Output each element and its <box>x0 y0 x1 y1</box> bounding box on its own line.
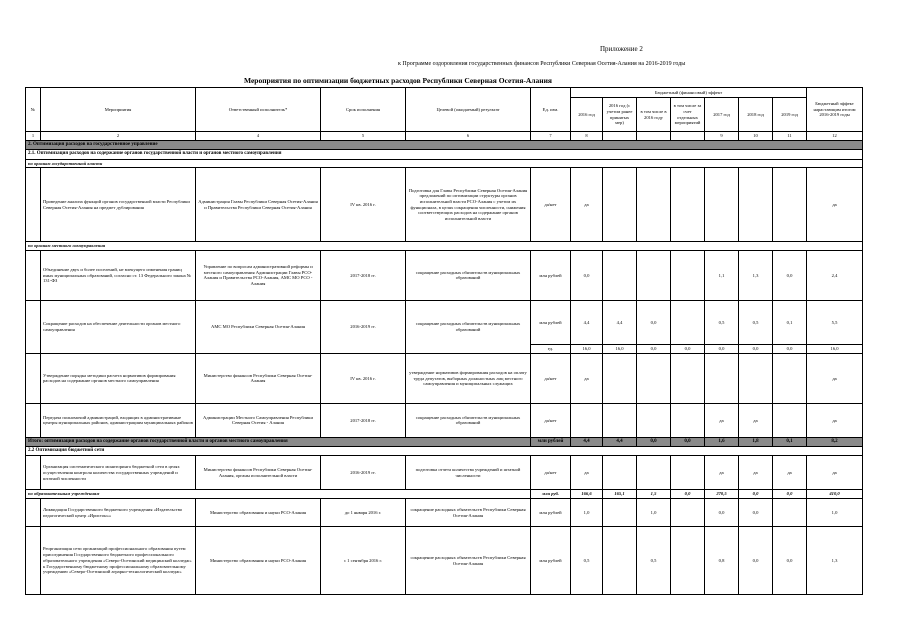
value-cell: 1,0 <box>637 499 671 527</box>
responsible-cell: Администрации Местного Самоуправления Республики Северная Осетия - Алания <box>196 403 321 437</box>
col-2019: 2019 год <box>773 98 807 132</box>
value-cell: 4,4 <box>603 437 637 446</box>
col-total: Бюджетный эффект нарастающим итогом 2016-2019 годы <box>807 88 863 132</box>
value-cell: 0,0 <box>571 250 603 300</box>
value-cell: 0,0 <box>773 344 807 353</box>
value-cell: 0,0 <box>671 490 705 499</box>
value-cell: да <box>571 168 603 242</box>
result-cell: сокращение расходных обязательств муниципальных образований <box>406 250 531 300</box>
value-cell: 1,0 <box>571 499 603 527</box>
unit-cell: млн рублей <box>531 250 571 300</box>
total-cell: да <box>807 403 863 437</box>
num-cell: 12 <box>807 132 863 141</box>
value-cell: да <box>739 456 773 490</box>
num-cell <box>603 132 637 141</box>
value-cell: 1,6 <box>705 437 739 446</box>
document-subtitle: к Программе оздоровления государственных финансов Республики Северная Осетия-Алания на 2016-2019 годы <box>398 61 686 67</box>
col-2016b: в том числе в 2016 году <box>637 98 671 132</box>
col-no: № <box>26 88 41 132</box>
total-cell: 1,3 <box>807 527 863 595</box>
table-row <box>26 527 863 595</box>
value-cell: 1,5 <box>637 490 671 499</box>
section-title: 2. Оптимизация расходов на государственное управление <box>26 141 863 150</box>
value-cell: 270,5 <box>705 490 739 499</box>
value-cell: да <box>571 456 603 490</box>
value-cell: 166,6 <box>571 490 603 499</box>
table-row <box>26 403 863 437</box>
value-cell: 0,8 <box>705 527 739 595</box>
value-cell: 0,0 <box>671 437 705 446</box>
section-row <box>26 141 863 150</box>
measure-cell: Сокращение расходов на обеспечение деятельности органов местного самоуправления <box>41 300 196 353</box>
measure-cell: Объединение двух и более поселений, не влекущего изменения границ иных муниципальных образований, согласно ст. 13 Федерального закона № 131-ФЗ <box>41 250 196 300</box>
value-cell: 4,4 <box>603 300 637 344</box>
col-2016a: 2016 год (с учетом ранее принятых мер) <box>603 98 637 132</box>
responsible-cell: Администрация Главы Республики Северная Осетия-Алания и Правительства Республики Северная Осетия-Алания <box>196 168 321 242</box>
num-cell: 2 <box>41 132 196 141</box>
total-cell: 1,0 <box>807 499 863 527</box>
header-row <box>26 88 863 98</box>
measures-table <box>25 87 863 595</box>
num-cell: 7 <box>531 132 571 141</box>
num-cell: 6 <box>406 132 531 141</box>
deadline-cell: до 1 января 2016 г. <box>321 499 406 527</box>
responsible-cell: Министерство образования и науки РСО-Алания <box>196 499 321 527</box>
table-row <box>26 300 863 344</box>
subsection-title: 2.2 Оптимизация бюджетной сети <box>26 447 863 456</box>
value-cell: 0,1 <box>773 300 807 344</box>
subsection-row <box>26 447 863 456</box>
value-cell: 16,0 <box>571 344 603 353</box>
result-cell: утверждение нормативов формирования расходов на оплату труда депутатов, выборных должностных лиц местного самоуправления и муниципальных служащих <box>406 353 531 403</box>
total-cell: 2,4 <box>807 250 863 300</box>
unit-cell: да/нет <box>531 353 571 403</box>
total-cell: да <box>807 168 863 242</box>
group-total-row <box>26 490 863 499</box>
responsible-cell: Министерство финансов Республики Северная Осетия-Алания, органы исполнительной власти <box>196 456 321 490</box>
responsible-cell: Министерство образования и науки РСО-Алания <box>196 527 321 595</box>
num-cell: 11 <box>773 132 807 141</box>
value-cell: 4,4 <box>571 437 603 446</box>
value-cell: 0,0 <box>739 344 773 353</box>
value-cell: 0,0 <box>705 499 739 527</box>
value-cell: 0,0 <box>739 490 773 499</box>
value-cell: 0,0 <box>637 437 671 446</box>
value-cell: 0,5 <box>571 527 603 595</box>
deadline-cell: IV кв. 2016 г. <box>321 353 406 403</box>
num-cell: 9 <box>705 132 739 141</box>
value-cell: 0,0 <box>773 250 807 300</box>
value-cell: 0,0 <box>773 490 807 499</box>
subsection-title: 2.1. Оптимизация расходов на содержание органов государственной власти и органов местного самоуправления <box>26 150 863 159</box>
value-cell: 0,0 <box>637 344 671 353</box>
num-cell <box>671 132 705 141</box>
deadline-cell: 2016-2019 гг. <box>321 300 406 353</box>
table-row <box>26 168 863 242</box>
total-cell: 16,0 <box>807 344 863 353</box>
num-cell: 5 <box>321 132 406 141</box>
measure-cell: Передача полномочий администраций, входящих в административные центры муниципальных районов, администрациям муниципальных районов <box>41 403 196 437</box>
value-cell: 0,0 <box>739 527 773 595</box>
value-cell: да <box>571 353 603 403</box>
unit-cell: млн руб. <box>531 490 571 499</box>
result-cell: сокращение расходных обязательств Республики Северная Осетия-Алания <box>406 499 531 527</box>
col-2016c: в том числе за счет отдельных мероприятий <box>671 98 705 132</box>
unit-cell: млн рублей <box>531 300 571 344</box>
total-cell: 410,0 <box>807 490 863 499</box>
total-cell: 8,2 <box>807 437 863 446</box>
col-unit: Ед. изм. <box>531 88 571 132</box>
num-cell: 8 <box>571 132 603 141</box>
value-cell: 1,8 <box>739 437 773 446</box>
col-2017: 2017 год <box>705 98 739 132</box>
result-cell: сокращение расходных обязательств Республики Северная Осетия-Алания <box>406 527 531 595</box>
unit-cell: да/нет <box>531 456 571 490</box>
group-title: по органам государственной власти <box>26 159 863 168</box>
col-responsible: Ответственный исполнитель* <box>196 88 321 132</box>
group-row <box>26 242 863 251</box>
group-title: по образовательным учреждениям <box>26 490 531 499</box>
responsible-cell: АМС МО Республики Северная Осетия-Алания <box>196 300 321 353</box>
unit-cell: да/нет <box>531 168 571 242</box>
unit-cell: да/нет <box>531 403 571 437</box>
value-cell: 0,5 <box>637 527 671 595</box>
measure-cell: Проведение анализа функций органов государственной власти Республики Северная Осетия-Алания на предмет дублирования <box>41 168 196 242</box>
value-cell: 0,5 <box>739 300 773 344</box>
appendix-label: Приложение 2 <box>600 45 643 53</box>
num-cell: 10 <box>739 132 773 141</box>
value-cell: да <box>739 403 773 437</box>
value-cell: 0,0 <box>773 527 807 595</box>
value-cell: 0,5 <box>705 300 739 344</box>
col-result: Целевой (ожидаемый) результат <box>406 88 531 132</box>
col-2018: 2018 год <box>739 98 773 132</box>
col-measure: Мероприятия <box>41 88 196 132</box>
total-cell: да <box>807 353 863 403</box>
table-row <box>26 353 863 403</box>
table-row <box>26 456 863 490</box>
document-title: Мероприятия по оптимизации бюджетных расходов Республики Северная Осетия-Алания <box>244 76 552 85</box>
measure-cell: Утверждение порядка методики расчета нормативов формирования расходов на содержание органов местного самоуправления <box>41 353 196 403</box>
col-effect-group: Бюджетный (финансовый) эффект <box>571 88 807 98</box>
value-cell: 0,1 <box>773 437 807 446</box>
table-row <box>26 499 863 527</box>
value-cell: 0,0 <box>705 344 739 353</box>
column-numbers-row <box>26 132 863 141</box>
unit-cell: млн рублей <box>531 527 571 595</box>
deadline-cell: IV кв. 2016 г. <box>321 168 406 242</box>
unit-cell: млн рублей <box>531 499 571 527</box>
value-cell: 4,4 <box>571 300 603 344</box>
deadline-cell: 2016-2019 гг. <box>321 456 406 490</box>
value-cell: 1,1 <box>705 250 739 300</box>
value-cell: 165,1 <box>603 490 637 499</box>
num-cell: 4 <box>196 132 321 141</box>
responsible-cell: Управление по вопросам административной реформы и местного самоуправления Администрации Главы РСО-Алания и Правительства РСО-Алания, АМС МО РСО - Алания <box>196 250 321 300</box>
value-cell: 16,0 <box>603 344 637 353</box>
value-cell: 0,0 <box>671 344 705 353</box>
total-label: Итого: оптимизация расходов на содержание органов государственной власти и органов местного самоуправления <box>26 437 531 446</box>
value-cell: 0,0 <box>739 499 773 527</box>
total-cell: да <box>807 456 863 490</box>
col-2016: 2016 год <box>571 98 603 132</box>
deadline-cell: 2017-2018 гг. <box>321 250 406 300</box>
group-row <box>26 159 863 168</box>
total-cell: 5,5 <box>807 300 863 344</box>
deadline-cell: 2017-2018 гг. <box>321 403 406 437</box>
value-cell: 1,3 <box>739 250 773 300</box>
num-cell: 1 <box>26 132 41 141</box>
measure-cell: Реорганизация сети организаций профессионального образования путем присоединения Государственного бюджетного профессионального образовательного учреждения «Северо-Осетинский медицинский колледж» к Государственному бюджетному профессиональному образовательному учреждению «Северо-Осетинский аграрно-технологический колледж» <box>41 527 196 595</box>
deadline-cell: с 1 сентября 2016 г. <box>321 527 406 595</box>
result-cell: подготовка отчета количества учреждений и штатной численности <box>406 456 531 490</box>
result-cell: сокращение расходных обязательств муниципальных образований <box>406 403 531 437</box>
value-cell: 0,0 <box>637 300 671 344</box>
unit-cell: ед. <box>531 344 571 353</box>
measure-cell: Организация систематического мониторинга бюджетной сети в целях осуществления контроля количества государственных учреждений и штатной численности <box>41 456 196 490</box>
measure-cell: Ликвидация Государственного бюджетного учреждения «Издательство педагогический центр «Иристон»» <box>41 499 196 527</box>
subsection-row <box>26 150 863 159</box>
group-title: по органам местного самоуправления <box>26 242 863 251</box>
total-row <box>26 437 863 446</box>
responsible-cell: Министерство финансов Республики Северная Осетия-Алания <box>196 353 321 403</box>
unit-cell: млн рублей <box>531 437 571 446</box>
result-cell: сокращение расходных обязательств муниципальных образований <box>406 300 531 353</box>
num-cell <box>637 132 671 141</box>
col-deadline: Срок исполнения <box>321 88 406 132</box>
table-row <box>26 250 863 300</box>
value-cell: да <box>705 456 739 490</box>
value-cell: да <box>705 403 739 437</box>
result-cell: Подготовка для Главы Республики Северная Осетия-Алания предложений по оптимизации структуры органов исполнительной власти РСО-Алания с учетом их функционала, в целях сокращения численности, снижения соответствующих расходов на содержание органов исполнительной власти <box>406 168 531 242</box>
value-cell: да <box>773 456 807 490</box>
